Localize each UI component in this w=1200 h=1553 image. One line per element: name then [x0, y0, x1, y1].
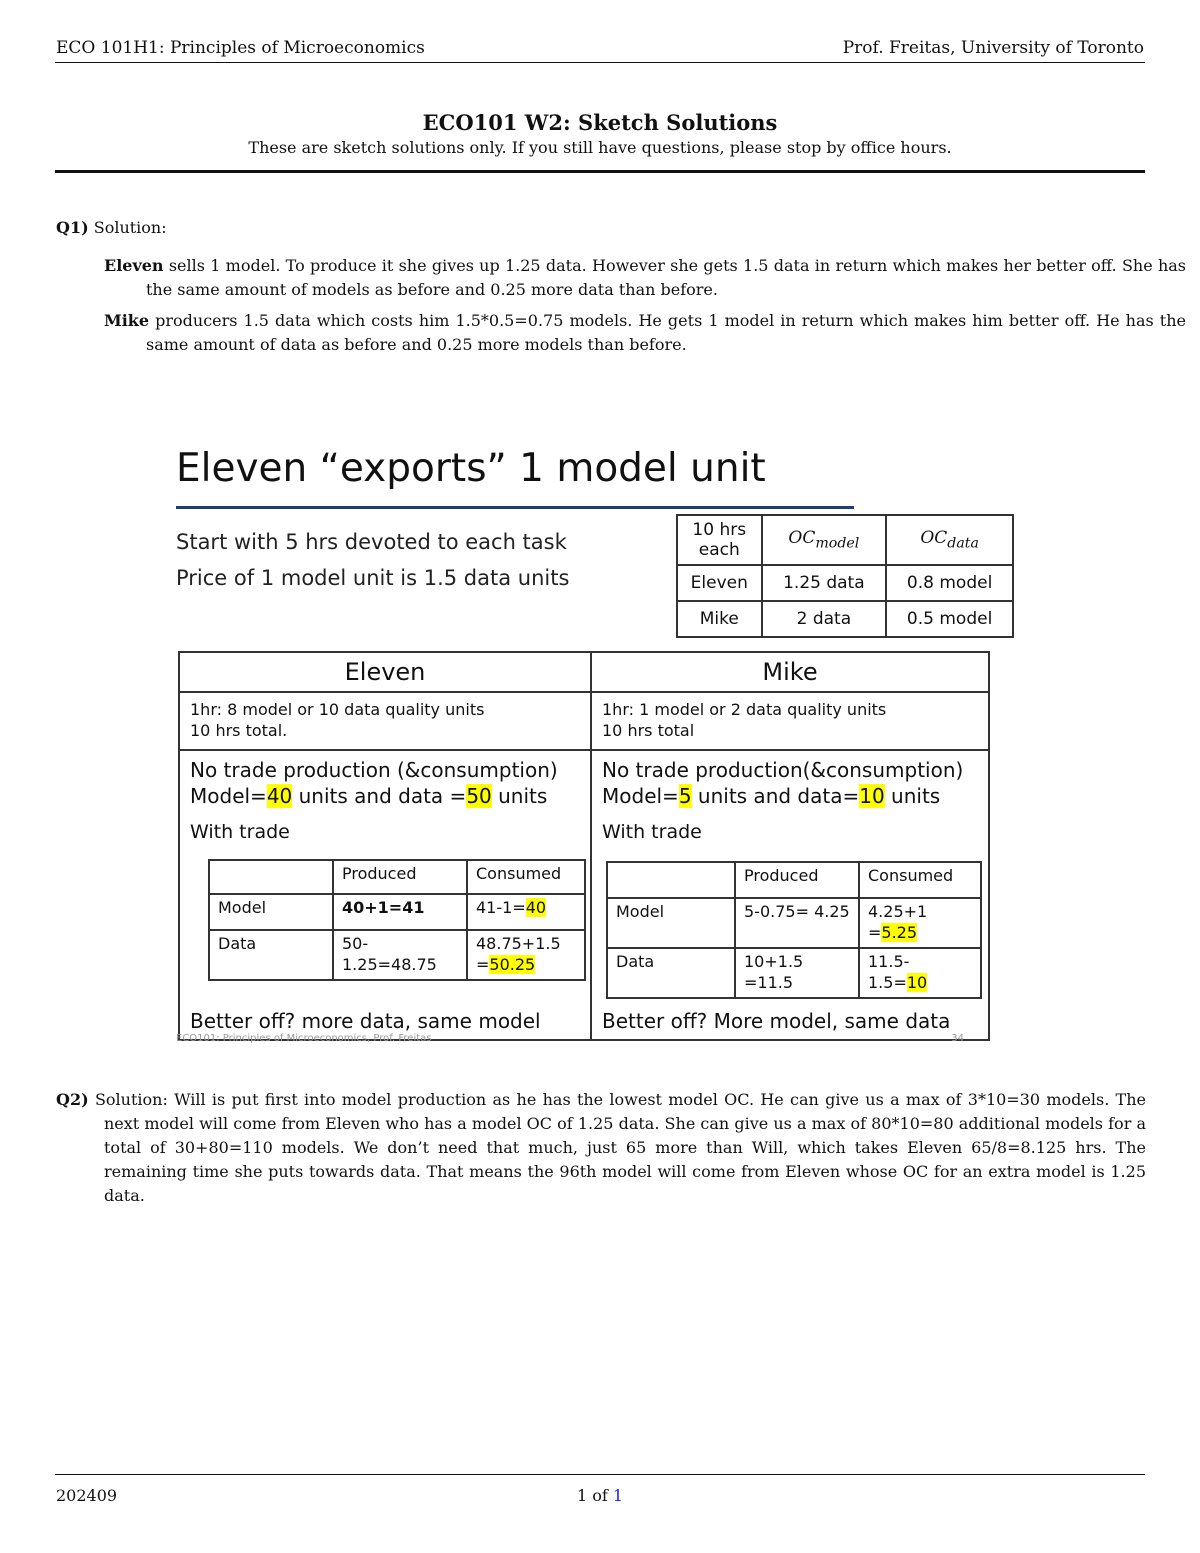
oc-table-corner: 10 hrs each	[677, 515, 762, 565]
row-label: Data	[209, 930, 333, 980]
cell-produced: 5-0.75= 4.25	[735, 898, 859, 948]
row-label: Model	[209, 894, 333, 930]
mike-column	[592, 653, 988, 1044]
q1-intro: Solution:	[93, 218, 167, 237]
q1-mike-paragraph	[104, 309, 1186, 357]
oc-row-label: Mike	[677, 601, 762, 637]
running-header-course: ECO 101H1: Principles of Microeconomics	[56, 38, 425, 58]
cell-produced: 40+1=41	[333, 894, 467, 930]
consumed-header: Consumed	[467, 860, 585, 894]
trade-row-data	[209, 930, 585, 980]
q1-mike-text: producers 1.5 data which costs him 1.5*0.5=0.75 models. He gets 1 model in return which makes him better off. He has the same amount of data as before and 0.25 more models than before.	[146, 311, 1186, 354]
mike-rate	[592, 693, 988, 751]
slide-line-price: Price of 1 model unit is 1.5 data units	[176, 566, 570, 590]
oc-row-eleven	[677, 565, 1013, 601]
highlight: 10	[859, 784, 885, 808]
cell-consumed: 41-1=40	[467, 894, 585, 930]
opportunity-cost-table	[676, 514, 1014, 638]
trade-table-corner	[607, 862, 735, 898]
trade-row-model	[209, 894, 585, 930]
produced-header: Produced	[735, 862, 859, 898]
document-title: ECO101 W2: Sketch Solutions	[422, 110, 778, 135]
q1-mike-name: Mike	[104, 311, 150, 330]
oc-cell: 1.25 data	[762, 565, 887, 601]
highlight: 40	[525, 898, 547, 917]
eleven-column-heading: Eleven	[180, 653, 590, 693]
mike-hours-line: 10 hrs total	[602, 721, 695, 740]
oc-cell: 0.5 model	[886, 601, 1013, 637]
highlight: 40	[266, 784, 293, 808]
eleven-with-trade-label: With trade	[190, 821, 290, 843]
eleven-no-trade-title: No trade production (&consumption)	[190, 758, 558, 782]
mike-rate-line: 1hr: 1 model or 2 data quality units	[602, 700, 887, 719]
eleven-no-trade-values: Model=40 units and data =50 units	[190, 784, 548, 808]
eleven-no-trade	[180, 751, 590, 809]
q2-label: Q2)	[56, 1090, 89, 1109]
highlight: 10	[906, 973, 928, 992]
oc-cell: 0.8 model	[886, 565, 1013, 601]
mike-with-trade-label: With trade	[602, 821, 702, 843]
mike-column-heading: Mike	[592, 653, 988, 693]
header-rule	[55, 62, 1145, 63]
q1-eleven-paragraph	[104, 254, 1186, 302]
mike-better-off: Better off? More model, same data	[602, 1009, 951, 1033]
highlight: 5.25	[881, 923, 918, 942]
mike-trade-table	[606, 861, 982, 999]
oc-data-header: $OC_{data}$	[886, 515, 1013, 565]
eleven-column	[176, 653, 592, 1044]
oc-row-mike	[677, 601, 1013, 637]
eleven-better-off: Better off? more data, same model	[190, 1009, 541, 1033]
title-rule	[55, 170, 1145, 173]
row-label: Model	[607, 898, 735, 948]
trade-row-model	[607, 898, 981, 948]
eleven-rate-line: 1hr: 8 model or 10 data quality units	[190, 700, 485, 719]
footer-date: 202409	[56, 1486, 118, 1505]
slide-line-hours: Start with 5 hrs devoted to each task	[176, 530, 567, 554]
oc-row-label: Eleven	[677, 565, 762, 601]
eleven-hours-line: 10 hrs total.	[190, 721, 288, 740]
slide-watermark: ECO101: Principles of Microeconomics, Prof. Freitas	[176, 1033, 432, 1044]
eleven-trade-table	[208, 859, 586, 981]
slide-title: Eleven “exports” 1 model unit	[176, 446, 766, 491]
q1-heading	[56, 216, 167, 240]
oc-cell: 2 data	[762, 601, 887, 637]
running-header-instructor: Prof. Freitas, University of Toronto	[842, 38, 1144, 58]
q2-text: Solution: Will is put first into model production as he has the lowest model OC. He can give us a max of 3*10=30 models. The next model will come from Eleven who has a model OC of 1.25 data. She can give us a max of 80*10=80 additional models for a total of 30+80=110 models. We don’t need that much, just 65 more than Will, which takes Eleven 65/8=8.125 hrs. The remaining time she puts towards data. That means the 96th model will come from Eleven whose OC for an extra model is 1.25 data.	[94, 1090, 1147, 1205]
comparison-box	[176, 651, 990, 1044]
cell-produced: 10+1.5 =11.5	[735, 948, 859, 998]
cell-produced: 50-1.25=48.75	[333, 930, 467, 980]
trade-row-data	[607, 948, 981, 998]
row-label: Data	[607, 948, 735, 998]
q1-label: Q1)	[56, 218, 89, 237]
highlight: 5	[678, 784, 692, 808]
trade-table-corner	[209, 860, 333, 894]
oc-model-header: $OC_{model}$	[762, 515, 887, 565]
highlight: 50	[466, 784, 492, 808]
slide-number: 34	[951, 1033, 964, 1044]
page-number: 1 of 1	[576, 1486, 624, 1505]
cell-consumed: 11.5- 1.5=10	[859, 948, 981, 998]
lecture-slide	[176, 440, 993, 1044]
q1-eleven-text: sells 1 model. To produce it she gives up 1.25 data. However she gets 1.5 data in return which makes her better off. She has the same amount of models as before and 0.25 more data than before.	[146, 256, 1187, 299]
total-pages-link[interactable]: 1	[612, 1486, 624, 1505]
document-subtitle: These are sketch solutions only. If you still have questions, please stop by office hours.	[248, 138, 952, 157]
q2-paragraph	[56, 1088, 1146, 1208]
mike-no-trade	[592, 751, 988, 809]
produced-header: Produced	[333, 860, 467, 894]
cell-consumed: 4.25+1 =5.25	[859, 898, 981, 948]
q1-eleven-name: Eleven	[104, 256, 164, 275]
slide-title-underline	[176, 506, 854, 509]
footer-rule	[55, 1474, 1145, 1475]
mike-no-trade-values: Model=5 units and data=10 units	[602, 784, 941, 808]
highlight: 50.25	[489, 955, 536, 974]
mike-no-trade-title: No trade production(&consumption)	[602, 758, 964, 782]
consumed-header: Consumed	[859, 862, 981, 898]
cell-consumed: 48.75+1.5 =50.25	[467, 930, 585, 980]
eleven-rate	[180, 693, 590, 751]
